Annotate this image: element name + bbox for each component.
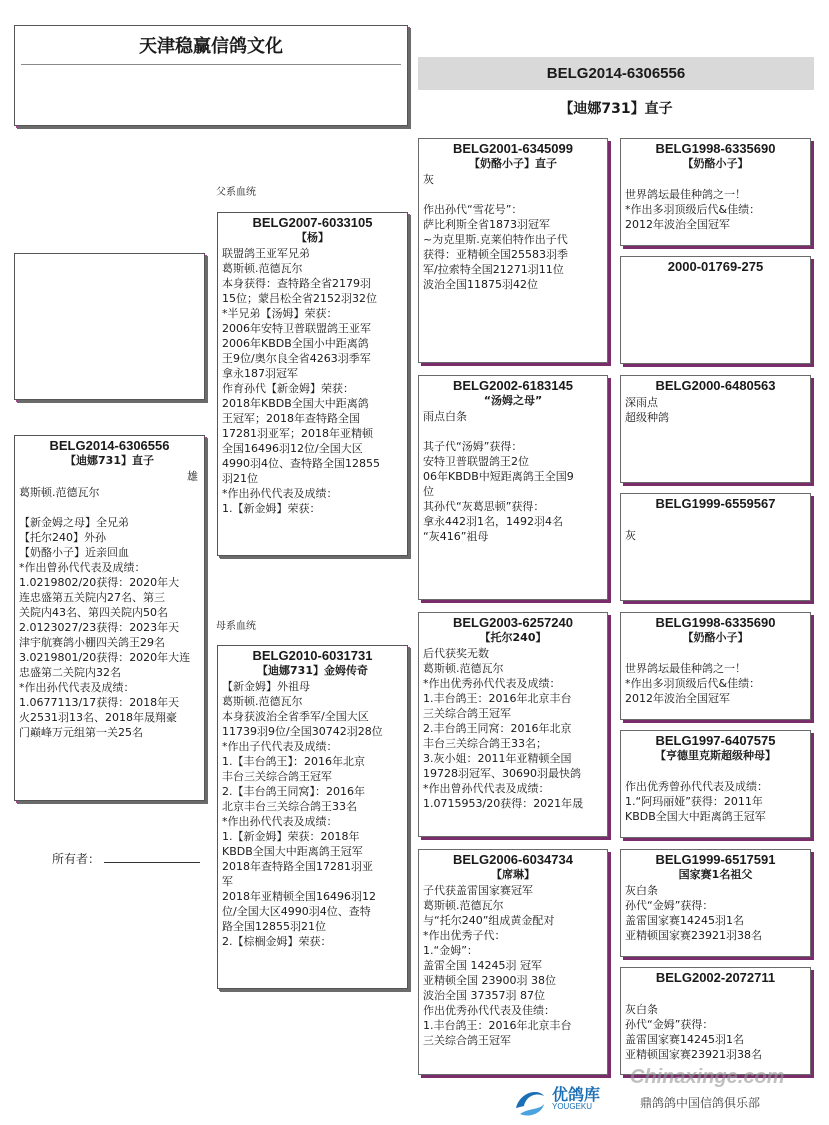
sss-line: 世界鸽坛最佳种鸽之一！: [625, 188, 746, 201]
subject-line: 【托尔240】外孙: [19, 531, 106, 544]
ss-line: 作出孙代“雪花号”：: [423, 203, 523, 216]
sire-line: 葛斯顿.范德瓦尔: [222, 262, 303, 275]
dsd-name: 【亨德里克斯超级种母】: [655, 749, 776, 762]
ssd-card: [620, 256, 811, 364]
ddd-line: 盖雷国家赛14245羽1名: [625, 1033, 744, 1046]
subject-line: 关院内43名、第四关院内50名: [19, 606, 168, 619]
owner-line: [104, 862, 200, 863]
footer-logo: [512, 1080, 632, 1120]
dss-line: 世界鸽坛最佳种鸽之一！: [625, 662, 746, 675]
ds-line: 三关综合鸽王冠军: [423, 707, 511, 720]
owner-label: 所有者：: [52, 852, 101, 866]
dd-line: 1.“金姆”：: [423, 944, 478, 957]
ss-body: [419, 171, 607, 293]
sd-line: 雨点白条: [423, 410, 467, 423]
subject-name: 【迪娜731】直子: [65, 454, 154, 467]
sd-line: 位: [423, 485, 434, 498]
dam-line: 军: [222, 875, 233, 888]
ds-line: *作出曾孙代代表及成绩：: [423, 782, 550, 795]
dam-line: 丰台三关综合鸽王冠军: [222, 770, 332, 783]
footer-tagline: 鼎鸽鸽中国信鸽俱乐部: [640, 1096, 761, 1110]
dam-line: *作出孙代代表及成绩：: [222, 815, 338, 828]
sds-ring: BELG2000-6480563: [655, 378, 776, 393]
dam-line: *作出子代代表及成绩：: [222, 740, 338, 753]
subject-line: 火2531羽13名、2018年晟翔豪: [19, 711, 177, 724]
dsd-line: 1.“阿玛丽娅”获得：2011年: [625, 795, 763, 808]
dam-line: 北京丰台三关综合鸽王33名: [222, 800, 357, 813]
header-name: 【迪娜731】直子: [559, 101, 673, 117]
ddd-body: [621, 986, 810, 1063]
sire-line: 4990羽4位、查特路全国12855: [222, 457, 380, 470]
dam-line: 【新金姆】外祖母: [222, 680, 310, 693]
dam-line: 路全国12855羽21位: [222, 920, 326, 933]
ss-line: 灰: [423, 173, 434, 186]
ds-line: 葛斯顿.范德瓦尔: [423, 662, 504, 675]
dds-line: 亚精顿国家赛23921羽38名: [625, 929, 762, 942]
dam-ring: BELG2010-6031731: [252, 648, 373, 663]
ssd-ring: 2000-01769-275: [667, 259, 764, 274]
sds-line: 深雨点: [625, 396, 658, 409]
brand-box: [14, 25, 408, 126]
dds-ring: BELG1999-6517591: [655, 852, 776, 867]
dam-line: KBDB全国大中距离鸽王冠军: [222, 845, 363, 858]
sd-line: [423, 424, 603, 439]
logo-en: YOUGEKU: [552, 1102, 593, 1111]
dss-line: 2012年波治全国冠军: [625, 692, 730, 705]
sire-name: 【杨】: [296, 231, 329, 244]
sd-line: 拿永442羽1名，1492羽4名: [423, 515, 563, 528]
dds-name: 国家赛1名祖父: [678, 868, 753, 881]
ds-line: 1.丰台鸽王：2016年北京丰台: [423, 692, 572, 705]
subject-line: 【奶酪小子】近亲回血: [19, 546, 129, 559]
dd-line: 三关综合鸽王冠军: [423, 1034, 511, 1047]
dsd-body: [621, 763, 810, 825]
sd-line: 安特卫普联盟鸽王2位: [423, 455, 529, 468]
logo-cn: 优鸽库: [552, 1085, 601, 1104]
brand-divider: [21, 64, 401, 65]
dss-body: [621, 645, 810, 707]
dsd-ring: BELG1997-6407575: [655, 733, 776, 748]
ddd-line: 孙代“金姆”获得：: [625, 1018, 714, 1031]
sss-line: [625, 172, 806, 187]
ds-line: 1.0715953/20获得：2021年晟: [423, 797, 584, 810]
dss-ring: BELG1998-6335690: [655, 615, 776, 630]
dd-line: 波治全国 37357羽 87位: [423, 989, 545, 1002]
dam-name: 【迪娜731】金姆传奇: [257, 664, 368, 677]
sire-line: 1.【新金姆】荣获：: [222, 502, 321, 515]
dd-line: 葛斯顿.范德瓦尔: [423, 899, 504, 912]
sire-line: 15位；蒙吕松全省2152羽32位: [222, 292, 377, 305]
subject-line: 1.0219802/20获得：2020年大: [19, 576, 180, 589]
sire-line: 王冠军；2018年查特路全国: [222, 412, 360, 425]
sire-line: 联盟鸽王亚军兄弟: [222, 247, 310, 260]
sd-line: “灰416”祖母: [423, 530, 489, 543]
dam-line: 位/全国大区4990羽4位、查特: [222, 905, 371, 918]
dds-card: [620, 849, 811, 957]
sire-line: 羽21位: [222, 472, 258, 485]
dss-line: *作出多羽顶级后代&佳绩：: [625, 677, 761, 690]
dam-line: 葛斯顿.范德瓦尔: [222, 695, 303, 708]
dd-line: 作出优秀孙代代表及佳绩：: [423, 1004, 555, 1017]
sire-ring: BELG2007-6033105: [252, 215, 373, 230]
dds-line: 灰白条: [625, 884, 658, 897]
sire-dam-card: [418, 375, 608, 600]
dsd-line: KBDB全国大中距离鸽王冠军: [625, 810, 766, 823]
sire-line: 拿永187羽冠军: [222, 367, 298, 380]
ddd-line: 灰白条: [625, 1003, 658, 1016]
dam-body: [218, 678, 407, 950]
ds-name: 【托尔240】: [479, 631, 547, 644]
subject-line: 连忠盛第五关院内27名、第三: [19, 591, 165, 604]
dsd-line: 作出优秀曾孙代代表及成绩：: [625, 780, 768, 793]
sdd-line: 灰: [625, 529, 636, 542]
sds-line: 超级种鸽: [625, 411, 669, 424]
sire-sire-card: [418, 138, 608, 363]
dd-line: 盖雷全国 14245羽 冠军: [423, 959, 542, 972]
subject-line: 门巅峰万元组第一关25名: [19, 726, 143, 739]
subject-line: 【新金姆之母】全兄弟: [19, 516, 129, 529]
dss-line: [625, 646, 806, 661]
sds-body: [621, 394, 810, 426]
sire-line: 2018年KBDB全国大中距离鸽: [222, 397, 369, 410]
dss-name: 【奶酪小子】: [682, 631, 749, 644]
sss-name: 【奶酪小子】: [682, 157, 749, 170]
ddd-ring: BELG2002-2072711: [655, 970, 776, 985]
dsd-card: [620, 730, 811, 838]
ds-line: 3.灰小姐：2011年亚精顿全国: [423, 752, 572, 765]
ds-line: 2.丰台鸽王同窝：2016年北京: [423, 722, 572, 735]
sire-card: [217, 212, 408, 556]
ds-line: 后代获奖无数: [423, 647, 489, 660]
header-ring-bar: [418, 57, 814, 90]
sire-line: 全国16496羽12位/全国大区: [222, 442, 363, 455]
sd-line: 其子代“汤姆”获得：: [423, 440, 523, 453]
ds-line: 丰台三关综合鸽王33名；: [423, 737, 547, 750]
dam-line: 11739羽9位/全国30742羽28位: [222, 725, 383, 738]
subject-line: 忠盛第二关院内32名: [19, 666, 121, 679]
dam-card: [217, 645, 408, 989]
ds-line: 19728羽冠军、30690羽最快鸽: [423, 767, 581, 780]
ss-line: 军/拉索特全国21271羽11位: [423, 263, 564, 276]
ss-name: 【奶酪小子】直子: [469, 157, 557, 170]
ddd-card: [620, 967, 811, 1075]
subject-line: 1.0677113/17获得：2018年天: [19, 696, 180, 709]
sd-body: [419, 408, 607, 545]
sire-line: 2006年KBDB全国小中距离鸽: [222, 337, 369, 350]
sd-line: 其孙代“灰葛思顿”获得：: [423, 500, 545, 513]
subject-ring: BELG2014-6306556: [49, 438, 170, 453]
dam-line: 2018年查特路全国17281羽亚: [222, 860, 373, 873]
sire-line: *半兄弟【汤姆】荣获：: [222, 307, 338, 320]
subject-line: *作出曾孙代代表及成绩：: [19, 561, 146, 574]
sire-line-label: 父系血统: [216, 187, 256, 198]
dam-line: 1.【丰台鸽王】：2016年北京: [222, 755, 365, 768]
dd-name: 【席琳】: [491, 868, 535, 881]
header-ring: BELG2014-6306556: [546, 65, 686, 82]
subject-body: [15, 484, 204, 741]
subject-line: *作出孙代代表及成绩：: [19, 681, 135, 694]
sd-ring: BELG2002-6183145: [453, 378, 573, 393]
subject-line: 3.0219801/20获得：2020年大连: [19, 651, 191, 664]
dam-line: 2018年亚精顿全国16496羽12: [222, 890, 376, 903]
logo-swirl-icon: [512, 1082, 548, 1118]
sss-card: [620, 138, 811, 246]
dam-line: 2.【丰台鸽王同窝】：2016年: [222, 785, 365, 798]
sd-line: 06年KBDB中短距离鸽王全国9: [423, 470, 574, 483]
sss-line: 2012年波治全国冠军: [625, 218, 730, 231]
dd-line: *作出优秀子代：: [423, 929, 506, 942]
watermark: Chinaxinge.com: [630, 1066, 785, 1088]
sss-body: [621, 171, 810, 233]
sss-line: *作出多羽顶级后代&佳绩：: [625, 203, 761, 216]
sds-card: [620, 375, 811, 483]
subject-line: 津宇航赛鸽小棚四关鸽王29名: [19, 636, 165, 649]
ss-line: 获得：亚精顿全国25583羽季: [423, 248, 568, 261]
sire-line: 17281羽亚军；2018年亚精顿: [222, 427, 373, 440]
dd-line: 亚精顿全国 23900羽 38位: [423, 974, 556, 987]
dam-sire-card: [418, 612, 608, 837]
brand-title: 天津稳赢信鸽文化: [139, 36, 283, 57]
ds-body: [419, 645, 607, 812]
sire-body: [218, 245, 407, 517]
dds-body: [621, 882, 810, 944]
dds-line: 盖雷国家赛14245羽1名: [625, 914, 744, 927]
photo-placeholder: [14, 253, 205, 400]
subject-line: 2.0123027/23获得：2023年天: [19, 621, 180, 634]
sss-ring: BELG1998-6335690: [655, 141, 776, 156]
dd-line: 与“托尔240”组成黄金配对: [423, 914, 555, 927]
dd-ring: BELG2006-6034734: [453, 852, 573, 867]
ss-line: ~为克里斯.克莱伯特作出子代: [423, 233, 568, 246]
dam-line: 2.【棕榈金姆】荣获：: [222, 935, 332, 948]
ddd-line: [625, 987, 806, 1002]
sire-line: *作出孙代代表及成绩：: [222, 487, 338, 500]
sd-name: “汤姆之母”: [483, 394, 543, 407]
dam-line: 1.【新金姆】荣获：2018年: [222, 830, 360, 843]
ss-line: [423, 187, 603, 202]
ddd-line: 亚精顿国家赛23921羽38名: [625, 1048, 762, 1061]
ds-line: *作出优秀孙代代表及成绩：: [423, 677, 561, 690]
ss-ring: BELG2001-6345099: [453, 141, 573, 156]
subject-line: [19, 500, 200, 515]
dam-line: 本身获波治全省季军/全国大区: [222, 710, 369, 723]
dd-body: [419, 882, 607, 1049]
dd-line: 子代获盖雷国家赛冠军: [423, 884, 533, 897]
sdd-ring: BELG1999-6559567: [655, 496, 776, 511]
dss-card: [620, 612, 811, 720]
sire-line: 作育孙代【新金姆】荣获：: [222, 382, 354, 395]
ds-ring: BELG2003-6257240: [453, 615, 573, 630]
sire-line: 王9位/奥尔良全省4263羽季军: [222, 352, 371, 365]
subject-card: [14, 435, 205, 801]
dam-dam-card: [418, 849, 608, 1075]
sdd-card: [620, 493, 811, 601]
sdd-line: [625, 513, 806, 528]
sdd-body: [621, 512, 810, 544]
ss-line: 萨比利斯全省1873羽冠军: [423, 218, 550, 231]
dds-line: 孙代“金姆”获得：: [625, 899, 714, 912]
ss-line: 波治全国11875羽42位: [423, 278, 538, 291]
sire-line: 本身获得：查特路全省2179羽: [222, 277, 371, 290]
ssd-body: [621, 275, 810, 277]
sire-line: 2006年安特卫普联盟鸽王亚军: [222, 322, 371, 335]
subject-sex: 雄: [187, 470, 198, 483]
dsd-line: [625, 764, 806, 779]
dd-line: 1.丰台鸽王：2016年北京丰台: [423, 1019, 572, 1032]
subject-line: 葛斯顿.范德瓦尔: [19, 486, 100, 499]
dam-line-label: 母系血统: [216, 621, 256, 632]
